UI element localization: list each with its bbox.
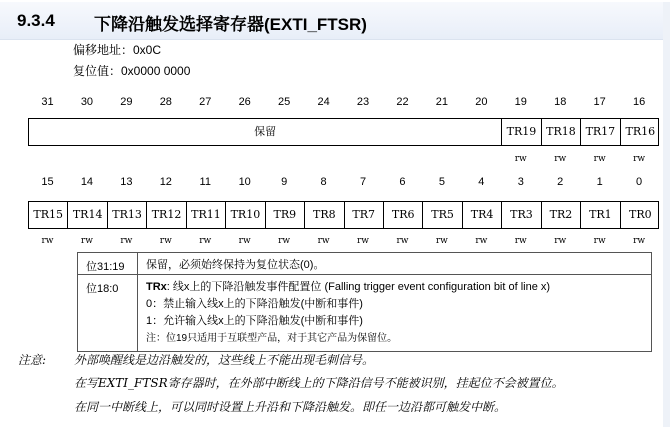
access-type: rw xyxy=(159,236,172,246)
bitfield-tr11: TR11 xyxy=(187,202,226,228)
access-type: rw xyxy=(238,236,251,246)
offset-address: 偏移地址：0x0C xyxy=(73,43,162,57)
bitfield-tr6: TR6 xyxy=(384,202,423,228)
bitfield-tr0: TR0 xyxy=(629,208,652,221)
bit-number: 3 xyxy=(517,176,524,188)
bitfield-tr18: TR18 xyxy=(542,119,581,145)
lower-bit-numbers xyxy=(28,176,659,190)
lower-register-row xyxy=(28,201,659,229)
access-type: rw xyxy=(199,236,212,246)
description-row-trx xyxy=(78,274,651,351)
section-number: 9.3.4 xyxy=(17,11,55,30)
bit-number: 17 xyxy=(593,96,606,108)
access-type: rw xyxy=(514,236,527,246)
access-type: rw xyxy=(554,236,567,246)
access-type: rw xyxy=(633,236,646,246)
bit-number: 30 xyxy=(80,96,94,108)
bit-number: 27 xyxy=(199,96,212,108)
section-header xyxy=(0,2,663,40)
bitfield-tr5: TR5 xyxy=(423,202,462,228)
upper-bit-numbers xyxy=(28,96,659,110)
bitfield-tr16: TR16 xyxy=(625,125,656,138)
bit-number: 10 xyxy=(238,176,251,188)
access-type: rw xyxy=(633,154,646,164)
access-type: rw xyxy=(120,236,133,246)
bit-number: 14 xyxy=(80,176,94,188)
bit-number: 2 xyxy=(557,176,564,188)
bit-number: 26 xyxy=(238,96,251,108)
trx-option-0: 0：禁止输入线x上的下降沿触发(中断和事件) xyxy=(146,298,363,310)
bit-number: 1 xyxy=(596,176,603,188)
bitfield-tr14: TR14 xyxy=(68,202,107,228)
bit-number: 19 xyxy=(514,96,527,108)
bit-number: 7 xyxy=(359,176,367,188)
trx-note: 注：位19只适用于互联型产品，对于其它产品为保留位。 xyxy=(146,333,398,344)
section-title: 下降沿触发选择寄存器(EXTI_FTSR) xyxy=(94,15,367,34)
page-edge xyxy=(663,2,670,427)
note-line-2: 在写EXTI_FTSR寄存器时，在外部中断线上的下降沿信号不能被识别，挂起位不会被置位。 xyxy=(74,376,564,390)
bit-number: 8 xyxy=(320,176,327,188)
bit-number: 25 xyxy=(278,96,291,108)
bit-number: 6 xyxy=(399,176,406,188)
notes-label: 注意: xyxy=(18,353,47,367)
bit-range: 位18:0 xyxy=(78,275,138,351)
bit-number: 0 xyxy=(636,176,643,188)
bitfield-tr3: TR3 xyxy=(502,202,541,228)
access-type: rw xyxy=(357,236,370,246)
bit-number: 11 xyxy=(199,176,211,188)
bitfield-tr9: TR9 xyxy=(266,202,305,228)
lower-access-row xyxy=(28,236,659,248)
description-row-reserved xyxy=(78,253,651,274)
access-type: rw xyxy=(41,236,54,246)
access-type: rw xyxy=(554,154,567,164)
bit-number: 24 xyxy=(317,96,330,108)
upper-access-row xyxy=(28,154,659,166)
access-type: rw xyxy=(396,236,409,246)
bitfield-tr7: TR7 xyxy=(345,202,384,228)
bit-number: 29 xyxy=(120,96,133,108)
note-line-3: 在同一中断线上，可以同时设置上升沿和下降沿触发。即任一边沿都可触发中断。 xyxy=(74,400,507,414)
access-type: rw xyxy=(475,236,488,246)
access-type: rw xyxy=(593,236,606,246)
bitfield-tr19: TR19 xyxy=(502,119,541,145)
reserved-field: 保留 xyxy=(29,119,502,145)
reset-value: 复位值：0x0000 0000 xyxy=(73,64,191,78)
access-type: rw xyxy=(317,236,330,246)
bit-number: 9 xyxy=(281,176,288,188)
trx-title-text: : 线x上的下降沿触发事件配置位 (Falling trigger event configuration bit of line x) xyxy=(166,281,551,293)
bitfield-tr15: TR15 xyxy=(29,202,68,228)
bit-number: 23 xyxy=(356,96,370,108)
bit-number: 5 xyxy=(438,176,445,188)
bitfield-tr12: TR12 xyxy=(147,202,186,228)
bitfield-tr8: TR8 xyxy=(305,202,344,228)
access-type: rw xyxy=(80,236,93,246)
access-type: rw xyxy=(435,236,448,246)
access-type: rw xyxy=(593,154,606,164)
trx-name: TRx xyxy=(146,281,167,293)
upper-register-row xyxy=(28,118,659,146)
bitfield-tr2: TR2 xyxy=(542,202,581,228)
bit-number: 28 xyxy=(159,96,172,108)
bit-number: 13 xyxy=(120,176,133,188)
bit-number: 20 xyxy=(475,96,488,108)
bit-number: 12 xyxy=(159,176,172,188)
bitfield-tr10: TR10 xyxy=(226,202,265,228)
bit-number: 15 xyxy=(41,176,54,188)
trx-title xyxy=(146,279,643,296)
bitfield-tr1: TR1 xyxy=(581,202,620,228)
bit-number: 16 xyxy=(632,96,646,108)
bit-number: 22 xyxy=(396,96,409,108)
bit-number: 21 xyxy=(435,96,449,108)
bit-number: 31 xyxy=(41,96,54,108)
bitfield-tr17: TR17 xyxy=(581,119,620,145)
bit-number: 4 xyxy=(478,176,485,188)
bitfield-tr13: TR13 xyxy=(108,202,147,228)
access-type: rw xyxy=(278,236,291,246)
bitfield-tr4: TR4 xyxy=(463,202,502,228)
note-line-1: 外部唤醒线是边沿触发的，这些线上不能出现毛刺信号。 xyxy=(74,353,375,367)
trx-option-1: 1：允许输入线x上的下降沿触发(中断和事件) xyxy=(146,315,363,327)
bit-range: 位31:19 xyxy=(78,253,138,274)
bit-description-table xyxy=(77,252,652,352)
bit-number: 18 xyxy=(554,96,567,108)
reserved-description: 保留，必须始终保持为复位状态(0)。 xyxy=(146,259,325,271)
access-type: rw xyxy=(514,154,527,164)
